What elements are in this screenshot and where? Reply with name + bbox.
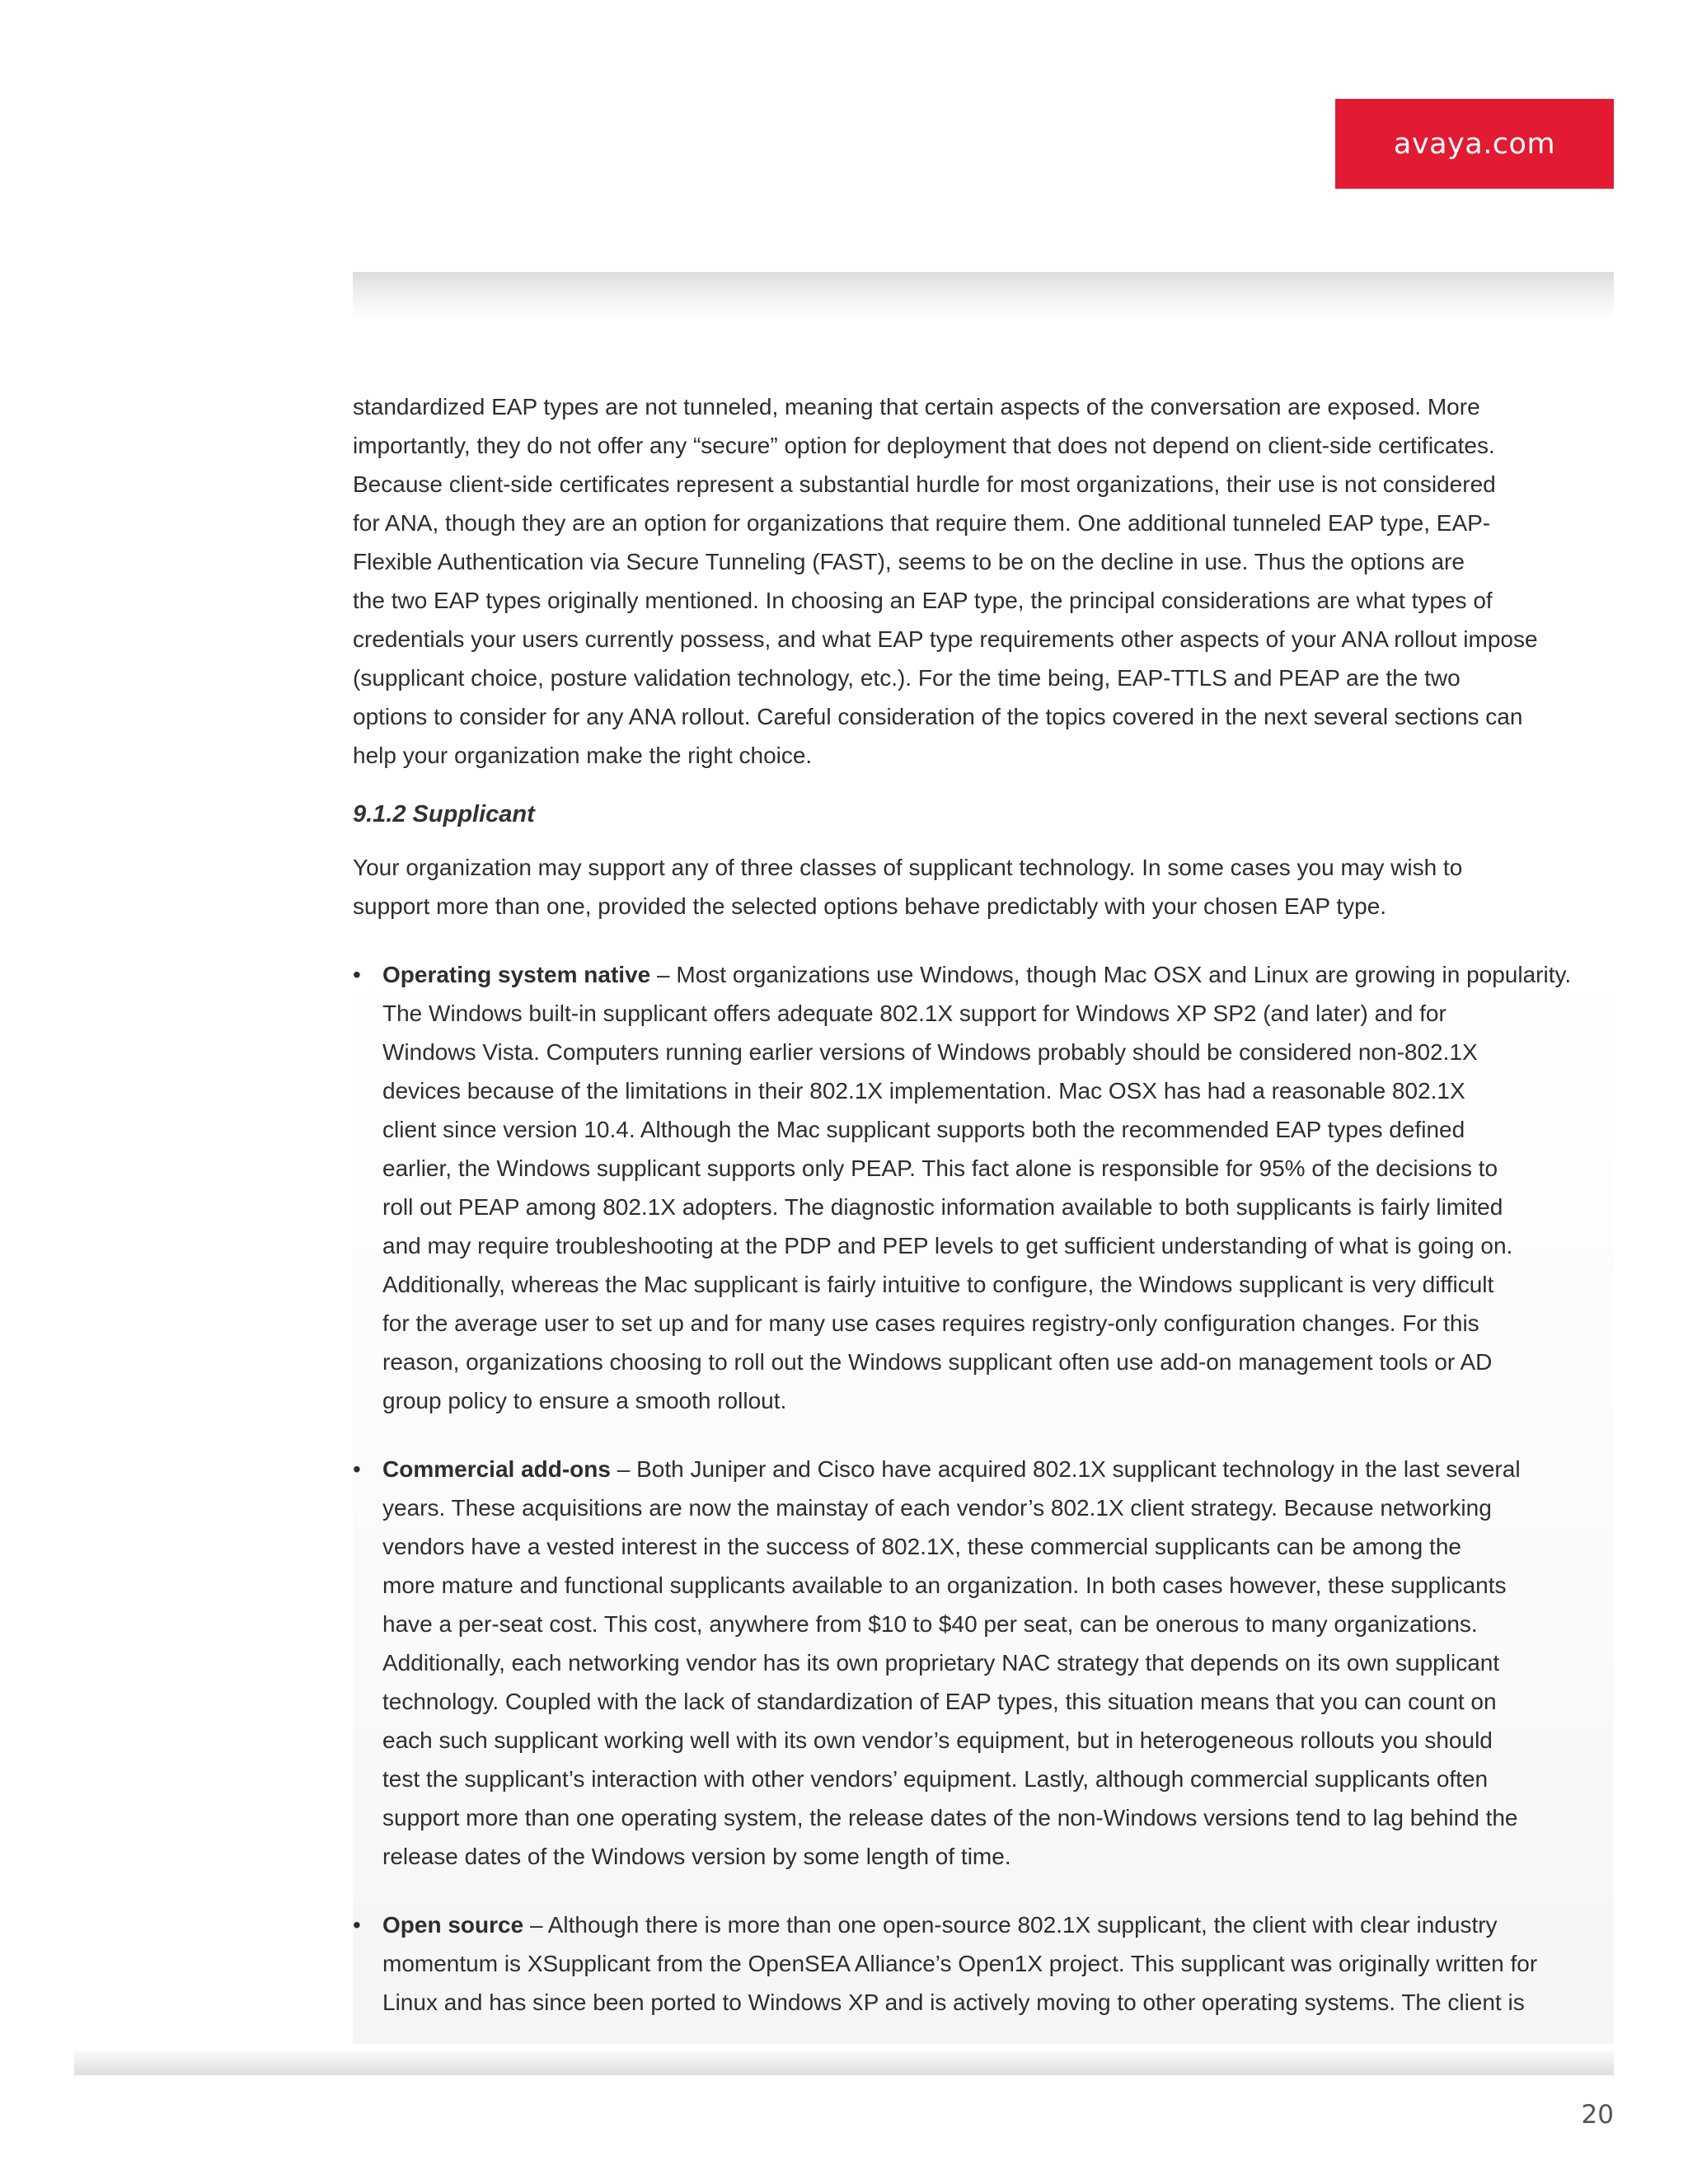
paragraph-line: Because client-side certificates represent a substantial hurdle for most organizations, their use is not considered xyxy=(353,471,1496,497)
paragraph-line: options to consider for any ANA rollout. Careful consideration of the topics covered in the next several sections can xyxy=(353,704,1523,729)
paragraph-line: (supplicant choice, posture validation technology, etc.). For the time being, EAP-TTLS and PEAP are the two xyxy=(353,665,1461,691)
bullet-line: vendors have a vested interest in the success of 802.1X, these commercial supplicants can be among the xyxy=(382,1534,1461,1559)
bullet-line: release dates of the Windows version by some length of time. xyxy=(382,1844,1011,1869)
bullet-line: The Windows built-in supplicant offers adequate 802.1X support for Windows XP SP2 (and later) and for xyxy=(382,1001,1447,1026)
bullet-first-line xyxy=(382,955,1622,994)
bullet-dot-icon: • xyxy=(353,1912,361,1938)
bullet-item-commercial xyxy=(353,1450,1622,1876)
bullet-line: momentum is XSupplicant from the OpenSEA Alliance’s Open1X project. This supplicant was originally written for xyxy=(382,1951,1538,1976)
bullet-item-os-native xyxy=(353,955,1622,1420)
section-intro-paragraph xyxy=(353,848,1622,926)
bullet-line: each such supplicant working well with its own vendor’s equipment, but in heterogeneous rollouts you should xyxy=(382,1727,1493,1753)
bullet-line: Linux and has since been ported to Windows XP and is actively moving to other operating systems. The client is xyxy=(382,1990,1525,2015)
paragraph-line: for ANA, though they are an option for organizations that require them. One additional tunneled EAP type, EAP- xyxy=(353,510,1491,536)
bullet-line: client since version 10.4. Although the Mac supplicant supports both the recommended EAP types defined xyxy=(382,1117,1465,1142)
bullet-dot-icon: • xyxy=(353,1456,361,1482)
bullet-first-text: – Although there is more than one open-source 802.1X supplicant, the client with clear industry xyxy=(523,1912,1498,1938)
bullet-first-line xyxy=(382,1905,1622,1944)
paragraph-line: standardized EAP types are not tunneled, meaning that certain aspects of the conversation are exposed. More xyxy=(353,394,1480,419)
bullet-line: Windows Vista. Computers running earlier versions of Windows probably should be considered non-802.1X xyxy=(382,1039,1478,1065)
paragraph-line: help your organization make the right choice. xyxy=(353,743,813,768)
brand-link-badge[interactable]: avaya.com xyxy=(1335,99,1614,189)
bullet-line: group policy to ensure a smooth rollout. xyxy=(382,1388,787,1413)
paragraph-line: credentials your users currently possess, and what EAP type requirements other aspects of your ANA rollout impose xyxy=(353,626,1538,652)
bullet-line: devices because of the limitations in their 802.1X implementation. Mac OSX has had a reasonable 802.1X xyxy=(382,1078,1465,1104)
header-gradient-bar xyxy=(353,272,1614,321)
bullet-line: technology. Coupled with the lack of standardization of EAP types, this situation means that you can count on xyxy=(382,1689,1497,1714)
bullet-first-text: – Most organizations use Windows, though Mac OSX and Linux are growing in popularity. xyxy=(650,962,1572,987)
bullet-line: reason, organizations choosing to roll out the Windows supplicant often use add-on management tools or AD xyxy=(382,1349,1493,1375)
bullet-line: earlier, the Windows supplicant supports only PEAP. This fact alone is responsible for 95% of the decisions to xyxy=(382,1155,1498,1181)
paragraph-line: Your organization may support any of three classes of supplicant technology. In some cases you may wish to xyxy=(353,855,1463,880)
bullet-lead-term: Operating system native xyxy=(382,962,651,987)
bullet-line: test the supplicant’s interaction with other vendors’ equipment. Lastly, although commercial supplicants often xyxy=(382,1766,1489,1792)
paragraph-line: Flexible Authentication via Secure Tunneling (FAST), seems to be on the decline in use. Thus the options are xyxy=(353,549,1465,574)
page-number: 20 xyxy=(1581,2100,1614,2130)
bullet-line: roll out PEAP among 802.1X adopters. The diagnostic information available to both supplicants is fairly limited xyxy=(382,1194,1503,1220)
footer-gradient-bar xyxy=(74,2050,1614,2075)
bullet-dot-icon: • xyxy=(353,962,361,987)
bullet-line: Additionally, each networking vendor has its own proprietary NAC strategy that depends on its own supplicant xyxy=(382,1650,1500,1675)
bullet-first-text: – Both Juniper and Cisco have acquired 802.1X supplicant technology in the last several xyxy=(610,1456,1521,1482)
bullet-item-open-source xyxy=(353,1905,1622,2022)
paragraph-line: support more than one, provided the selected options behave predictably with your chosen EAP type. xyxy=(353,893,1387,919)
paragraph-line: the two EAP types originally mentioned. In choosing an EAP type, the principal considerations are what types of xyxy=(353,588,1493,613)
supplicant-bullet-list xyxy=(353,955,1622,2022)
bullet-line: support more than one operating system, the release dates of the non-Windows versions tend to lag behind the xyxy=(382,1805,1518,1830)
bullet-line: years. These acquisitions are now the mainstay of each vendor’s 802.1X client strategy. Because networking xyxy=(382,1495,1492,1521)
bullet-lead-term: Open source xyxy=(382,1912,524,1938)
bullet-lead-term: Commercial add-ons xyxy=(382,1456,611,1482)
page-body xyxy=(353,387,1622,2022)
bullet-line: and may require troubleshooting at the PDP and PEP levels to get sufficient understanding of what is going on. xyxy=(382,1233,1513,1258)
bullet-first-line xyxy=(382,1450,1622,1488)
intro-paragraph xyxy=(353,387,1622,775)
bullet-line: have a per-seat cost. This cost, anywhere from $10 to $40 per seat, can be onerous to many organizations. xyxy=(382,1611,1478,1637)
paragraph-line: importantly, they do not offer any “secure” option for deployment that does not depend on client-side certificates. xyxy=(353,433,1495,458)
section-heading: 9.1.2 Supplicant xyxy=(353,801,535,827)
bullet-line: Additionally, whereas the Mac supplicant is fairly intuitive to configure, the Windows supplicant is very difficult xyxy=(382,1272,1494,1297)
bullet-line: for the average user to set up and for many use cases requires registry-only configuration changes. For this xyxy=(382,1310,1479,1336)
bullet-line: more mature and functional supplicants available to an organization. In both cases however, these supplicants xyxy=(382,1572,1507,1598)
